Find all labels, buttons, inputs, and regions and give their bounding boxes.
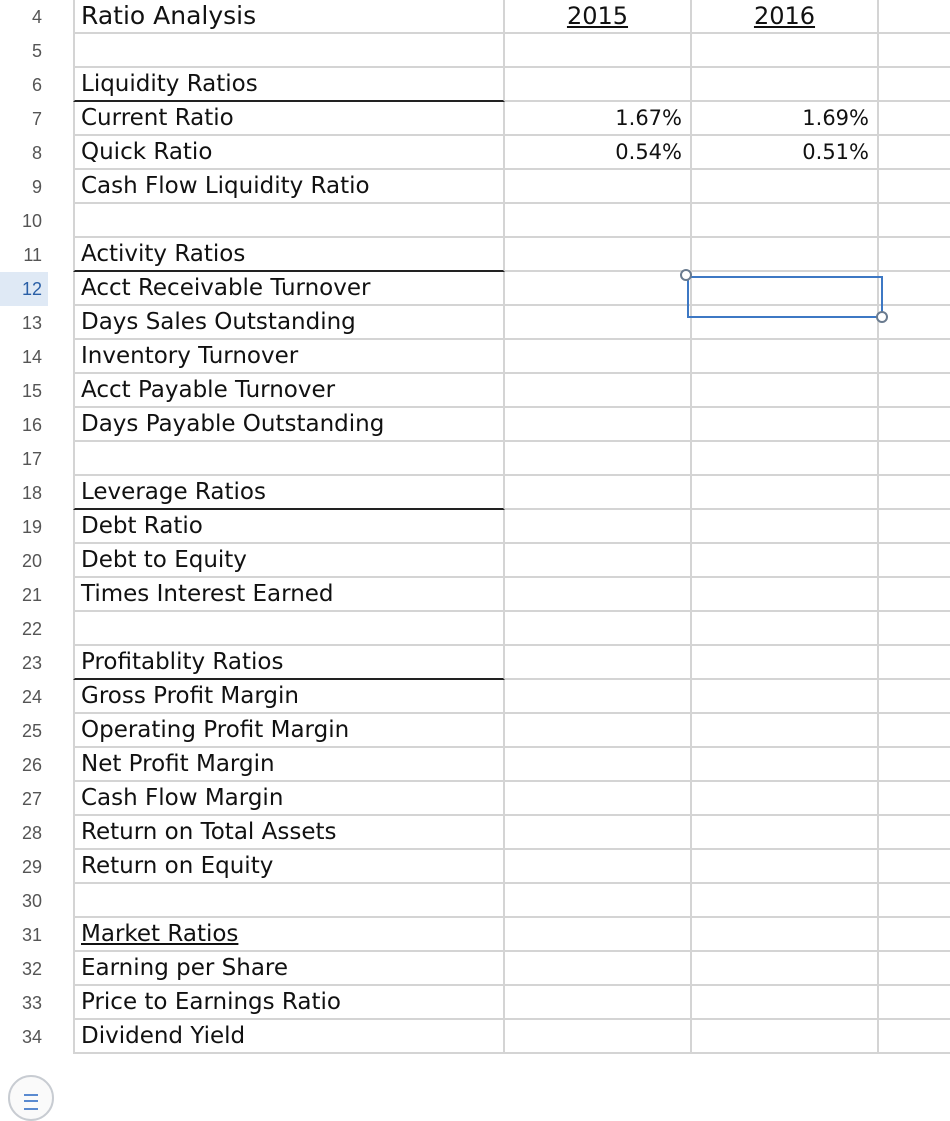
value-cell-2015[interactable]: 0.54% xyxy=(505,136,692,170)
cell-text: Acct Receivable Turnover xyxy=(81,275,371,301)
cell-text: Current Ratio xyxy=(81,105,234,131)
selection-handle-bottom-right[interactable] xyxy=(876,311,888,323)
table-row xyxy=(0,408,950,442)
value-cell-2015[interactable] xyxy=(505,952,692,986)
value-cell-2015[interactable] xyxy=(505,986,692,1020)
row-number[interactable]: 19 xyxy=(21,517,42,537)
row-number[interactable]: 22 xyxy=(21,619,42,639)
table-row xyxy=(0,612,950,646)
empty-cell[interactable] xyxy=(879,374,950,408)
cell-text: Net Profit Margin xyxy=(81,751,275,777)
row-label-cell[interactable] xyxy=(73,680,505,714)
row-number[interactable]: 9 xyxy=(31,177,42,197)
empty-cell[interactable] xyxy=(879,1020,950,1054)
table-row xyxy=(0,68,950,102)
value-cell-2016[interactable] xyxy=(692,986,879,1020)
value-cell-2016[interactable] xyxy=(692,952,879,986)
row-number[interactable]: 21 xyxy=(21,585,42,605)
year-header-2016[interactable]: 2016 xyxy=(692,0,879,34)
row-label-cell[interactable] xyxy=(73,782,505,816)
row-label-cell[interactable] xyxy=(73,714,505,748)
selection-handle-top-left[interactable] xyxy=(680,269,692,281)
value-cell-2015[interactable] xyxy=(505,680,692,714)
empty-cell[interactable] xyxy=(879,170,950,204)
value-cell-2015[interactable] xyxy=(505,578,692,612)
value-cell-2015[interactable] xyxy=(505,1020,692,1054)
row-number[interactable]: 6 xyxy=(31,75,42,95)
empty-cell[interactable] xyxy=(879,102,950,136)
table-row xyxy=(0,918,950,952)
value-cell-2016[interactable] xyxy=(692,340,879,374)
row-label-cell[interactable] xyxy=(73,374,505,408)
cell-text: Price to Earnings Ratio xyxy=(81,989,341,1015)
empty-cell[interactable] xyxy=(879,578,950,612)
row-number[interactable]: 27 xyxy=(21,789,42,809)
row-label-cell[interactable] xyxy=(73,170,505,204)
menu-button[interactable] xyxy=(8,1075,54,1121)
table-row xyxy=(0,782,950,816)
cell-text: Ratio Analysis xyxy=(81,1,257,30)
value-cell-2016[interactable] xyxy=(692,578,879,612)
empty-cell[interactable] xyxy=(879,986,950,1020)
value-cell-2015[interactable] xyxy=(505,544,692,578)
value-cell-2015[interactable] xyxy=(505,476,692,510)
row-label-cell[interactable] xyxy=(73,918,505,952)
row-number[interactable]: 28 xyxy=(21,823,42,843)
value-cell-2016[interactable] xyxy=(692,714,879,748)
empty-cell[interactable] xyxy=(879,714,950,748)
value-cell-2015[interactable] xyxy=(505,34,692,68)
cell-text: Days Sales Outstanding xyxy=(81,309,356,335)
value-cell-2016[interactable] xyxy=(692,612,879,646)
table-row xyxy=(0,136,950,170)
sheet-title[interactable] xyxy=(73,0,505,34)
value-cell-2016[interactable] xyxy=(692,918,879,952)
row-number[interactable]: 17 xyxy=(21,449,42,469)
row-label-cell[interactable] xyxy=(73,204,505,238)
row-label-cell[interactable] xyxy=(73,476,505,510)
row-label-cell[interactable] xyxy=(73,952,505,986)
value-cell-2015[interactable]: 1.67% xyxy=(505,102,692,136)
value-cell-2016[interactable] xyxy=(692,68,879,102)
value-cell-2016[interactable] xyxy=(692,238,879,272)
empty-cell[interactable] xyxy=(879,0,950,34)
empty-cell[interactable] xyxy=(879,238,950,272)
row-label-cell[interactable] xyxy=(73,340,505,374)
table-row xyxy=(0,510,950,544)
empty-cell[interactable] xyxy=(879,680,950,714)
row-label-cell[interactable] xyxy=(73,884,505,918)
empty-cell[interactable] xyxy=(879,952,950,986)
empty-cell[interactable] xyxy=(879,476,950,510)
table-row xyxy=(0,884,950,918)
row-label-cell[interactable] xyxy=(73,136,505,170)
row-number[interactable]: 24 xyxy=(21,687,42,707)
cell-text: Cash Flow Margin xyxy=(81,785,284,811)
value-cell-2015[interactable] xyxy=(505,918,692,952)
value-cell-2016[interactable] xyxy=(692,748,879,782)
value-cell-2015[interactable] xyxy=(505,272,692,306)
row-label-cell[interactable] xyxy=(73,442,505,476)
value-cell-2015[interactable] xyxy=(505,374,692,408)
cell-text: Operating Profit Margin xyxy=(81,717,350,743)
value-cell-2016[interactable]: 0.51% xyxy=(692,136,879,170)
empty-cell[interactable] xyxy=(879,612,950,646)
cell-text: Acct Payable Turnover xyxy=(81,377,336,403)
row-label-cell[interactable] xyxy=(73,578,505,612)
row-label-cell[interactable] xyxy=(73,544,505,578)
table-row xyxy=(0,578,950,612)
cell-text: Earning per Share xyxy=(81,955,289,981)
value-cell-2016[interactable] xyxy=(692,850,879,884)
empty-cell[interactable] xyxy=(879,306,950,340)
row-number[interactable]: 11 xyxy=(23,245,42,265)
table-row xyxy=(0,170,950,204)
cell-text: Liquidity Ratios xyxy=(81,71,258,97)
cell-text: Profitablity Ratios xyxy=(81,649,284,675)
table-row xyxy=(0,476,950,510)
value-cell-2015[interactable] xyxy=(505,714,692,748)
row-number[interactable]: 29 xyxy=(21,857,42,877)
value-cell-2016[interactable] xyxy=(692,442,879,476)
value-cell-2016[interactable] xyxy=(692,510,879,544)
cell-text: Leverage Ratios xyxy=(81,479,266,505)
cell-text: Activity Ratios xyxy=(81,241,246,267)
empty-cell[interactable] xyxy=(879,816,950,850)
value-cell-2016[interactable] xyxy=(692,34,879,68)
row-label-cell[interactable] xyxy=(73,816,505,850)
value-cell-2015[interactable] xyxy=(505,782,692,816)
row-number[interactable]: 30 xyxy=(21,891,42,911)
table-row xyxy=(0,952,950,986)
row-label-cell[interactable] xyxy=(73,1020,505,1054)
row-number[interactable]: 5 xyxy=(31,41,42,61)
value-cell-2015[interactable] xyxy=(505,204,692,238)
row-number[interactable]: 18 xyxy=(21,483,42,503)
value-cell-2016[interactable] xyxy=(692,816,879,850)
row-label-cell[interactable] xyxy=(73,306,505,340)
table-row xyxy=(0,714,950,748)
value-cell-2016[interactable] xyxy=(692,204,879,238)
value-cell-2015[interactable] xyxy=(505,816,692,850)
row-label-cell[interactable] xyxy=(73,612,505,646)
value-cell-2015[interactable] xyxy=(505,306,692,340)
row-number[interactable]: 10 xyxy=(21,211,42,231)
table-row xyxy=(0,816,950,850)
cell-text: Inventory Turnover xyxy=(81,343,299,369)
row-number[interactable]: 34 xyxy=(21,1027,42,1047)
table-row xyxy=(0,102,950,136)
cell-text: Market Ratios xyxy=(81,921,239,947)
cell-text: Debt to Equity xyxy=(81,547,247,573)
value-cell-2016[interactable] xyxy=(692,544,879,578)
empty-cell[interactable] xyxy=(879,544,950,578)
value-cell-2016[interactable] xyxy=(692,1020,879,1054)
empty-cell[interactable] xyxy=(879,918,950,952)
value-cell-2015[interactable] xyxy=(505,748,692,782)
table-row xyxy=(0,986,950,1020)
empty-cell[interactable] xyxy=(879,34,950,68)
row-number[interactable]: 25 xyxy=(21,721,42,741)
empty-cell[interactable] xyxy=(879,884,950,918)
row-number[interactable]: 32 xyxy=(21,959,42,979)
table-row xyxy=(0,34,950,68)
row-number[interactable]: 16 xyxy=(21,415,42,435)
cell-text: Times Interest Earned xyxy=(81,581,334,607)
value-cell-2015[interactable] xyxy=(505,850,692,884)
row-label-cell[interactable] xyxy=(73,748,505,782)
empty-cell[interactable] xyxy=(879,272,950,306)
row-label-cell[interactable] xyxy=(73,850,505,884)
cell-text: Gross Profit Margin xyxy=(81,683,299,709)
cell-text: Return on Equity xyxy=(81,853,274,879)
empty-cell[interactable] xyxy=(879,408,950,442)
value-cell-2015[interactable] xyxy=(505,646,692,680)
row-number[interactable]: 4 xyxy=(31,7,42,27)
empty-cell[interactable] xyxy=(879,510,950,544)
value-cell-2016[interactable]: 1.69% xyxy=(692,102,879,136)
menu-icon xyxy=(24,1094,38,1110)
value-cell-2016[interactable] xyxy=(692,680,879,714)
cell-text: Days Payable Outstanding xyxy=(81,411,385,437)
row-label-cell[interactable] xyxy=(73,34,505,68)
value-cell-2015[interactable] xyxy=(505,884,692,918)
table-row xyxy=(0,680,950,714)
empty-cell[interactable] xyxy=(879,204,950,238)
cell-text: Return on Total Assets xyxy=(81,819,337,845)
row-number[interactable]: 13 xyxy=(21,313,42,333)
table-row xyxy=(0,340,950,374)
value-cell-2015[interactable] xyxy=(505,340,692,374)
value-cell-2016[interactable] xyxy=(692,408,879,442)
table-row xyxy=(0,748,950,782)
table-row xyxy=(0,0,950,34)
empty-cell[interactable] xyxy=(879,136,950,170)
cell-text: Dividend Yield xyxy=(81,1023,246,1049)
row-label-cell[interactable] xyxy=(73,408,505,442)
value-cell-2016[interactable] xyxy=(692,782,879,816)
value-cell-2016[interactable] xyxy=(692,476,879,510)
table-row xyxy=(0,238,950,272)
row-label-cell[interactable] xyxy=(73,986,505,1020)
table-row xyxy=(0,442,950,476)
table-row xyxy=(0,374,950,408)
row-label-cell[interactable] xyxy=(73,510,505,544)
value-cell-2016[interactable] xyxy=(692,884,879,918)
table-row xyxy=(0,204,950,238)
row-number[interactable]: 15 xyxy=(21,381,42,401)
row-number[interactable]: 31 xyxy=(21,925,42,945)
empty-cell[interactable] xyxy=(879,850,950,884)
row-number[interactable]: 7 xyxy=(31,109,42,129)
value-cell-2015[interactable] xyxy=(505,442,692,476)
value-cell-2015[interactable] xyxy=(505,510,692,544)
row-number[interactable]: 14 xyxy=(21,347,42,367)
row-number[interactable]: 12 xyxy=(0,272,48,306)
row-number[interactable]: 26 xyxy=(21,755,42,775)
value-cell-2016[interactable] xyxy=(692,646,879,680)
table-row xyxy=(0,1020,950,1054)
empty-cell[interactable] xyxy=(879,748,950,782)
row-number[interactable]: 33 xyxy=(21,993,42,1013)
table-row xyxy=(0,544,950,578)
row-label-cell[interactable] xyxy=(73,68,505,102)
value-cell-2016[interactable] xyxy=(692,374,879,408)
selected-cell-C12[interactable] xyxy=(687,276,883,318)
value-cell-2015[interactable] xyxy=(505,408,692,442)
empty-cell[interactable] xyxy=(879,442,950,476)
cell-text: Debt Ratio xyxy=(81,513,203,539)
row-number[interactable]: 8 xyxy=(31,143,42,163)
empty-cell[interactable] xyxy=(879,646,950,680)
empty-cell[interactable] xyxy=(879,340,950,374)
empty-cell[interactable] xyxy=(879,782,950,816)
empty-cell[interactable] xyxy=(879,68,950,102)
year-header-2015[interactable]: 2015 xyxy=(505,0,692,34)
table-row xyxy=(0,646,950,680)
row-number[interactable]: 20 xyxy=(21,551,42,571)
cell-text: Quick Ratio xyxy=(81,139,213,165)
row-label-cell[interactable] xyxy=(73,646,505,680)
value-cell-2016[interactable] xyxy=(692,170,879,204)
value-cell-2015[interactable] xyxy=(505,68,692,102)
table-row xyxy=(0,850,950,884)
row-number[interactable]: 23 xyxy=(21,653,42,673)
value-cell-2015[interactable] xyxy=(505,238,692,272)
value-cell-2015[interactable] xyxy=(505,612,692,646)
cell-text: Cash Flow Liquidity Ratio xyxy=(81,173,370,199)
row-label-cell[interactable] xyxy=(73,272,505,306)
row-label-cell[interactable] xyxy=(73,102,505,136)
row-label-cell[interactable] xyxy=(73,238,505,272)
value-cell-2015[interactable] xyxy=(505,170,692,204)
